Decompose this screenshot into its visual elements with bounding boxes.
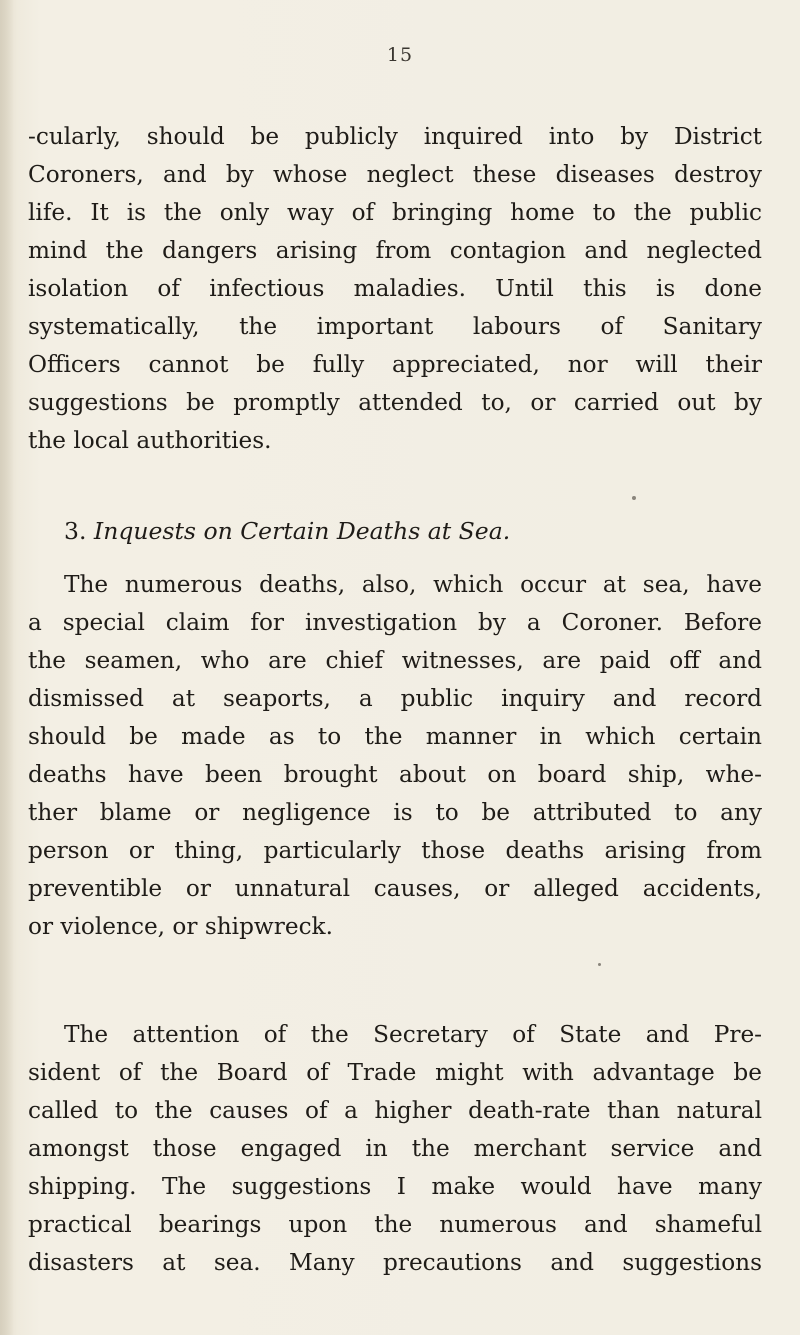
section-number: 3.: [64, 517, 87, 545]
text-line: isolation of infectious maladies. Until this is done: [28, 275, 762, 302]
text-line: preventible or unnatural causes, or alleged accidents,: [28, 875, 762, 902]
text-line: a special claim for investigation by a Coroner. Before: [28, 609, 762, 636]
text-line: should be made as to the manner in which certain: [28, 723, 762, 750]
paragraph-continuation: [28, 118, 762, 460]
text-line: suggestions be promptly attended to, or carried out by: [28, 389, 762, 416]
text-line: ther blame or negligence is to be attributed to any: [28, 799, 762, 826]
text-line: disasters at sea. Many precautions and suggestions: [28, 1249, 762, 1276]
text-line: The attention of the Secretary of State and Pre-: [64, 1021, 762, 1048]
text-line: called to the causes of a higher death-rate than natural: [28, 1097, 762, 1124]
text-line: practical bearings upon the numerous and shameful: [28, 1211, 762, 1238]
page-gutter-shadow: [0, 0, 14, 1335]
text-line: Coroners, and by whose neglect these diseases destroy: [28, 161, 762, 188]
text-line: the seamen, who are chief witnesses, are paid off and: [28, 647, 762, 674]
text-line: mind the dangers arising from contagion and neglected: [28, 237, 762, 264]
section-title: Inquests on Certain Deaths at Sea.: [93, 517, 511, 545]
text-line: deaths have been brought about on board ship, whe-: [28, 761, 762, 788]
text-line: dismissed at seaports, a public inquiry and record: [28, 685, 762, 712]
text-line: shipping. The suggestions I make would have many: [28, 1173, 762, 1200]
text-line: Officers cannot be fully appreciated, nor will their: [28, 351, 762, 378]
text-line: life. It is the only way of bringing home to the public: [28, 199, 762, 226]
paragraph-deaths-at-sea: [28, 566, 762, 946]
text-line: The numerous deaths, also, which occur at sea, have: [64, 571, 762, 598]
paragraph-secretary-of-state: [28, 1016, 762, 1282]
paper-speck: [598, 963, 601, 966]
paper-speck: [632, 496, 636, 500]
text-line: -cularly, should be publicly inquired into by District: [28, 123, 762, 150]
text-line: person or thing, particularly those deaths arising from: [28, 837, 762, 864]
page-number: 15: [386, 44, 414, 66]
section-heading: [64, 512, 510, 550]
text-line: sident of the Board of Trade might with advantage be: [28, 1059, 762, 1086]
text-line: the local authorities.: [28, 427, 272, 454]
text-line: systematically, the important labours of Sanitary: [28, 313, 762, 340]
text-line: amongst those engaged in the merchant service and: [28, 1135, 762, 1162]
text-line: or violence, or shipwreck.: [28, 913, 333, 940]
